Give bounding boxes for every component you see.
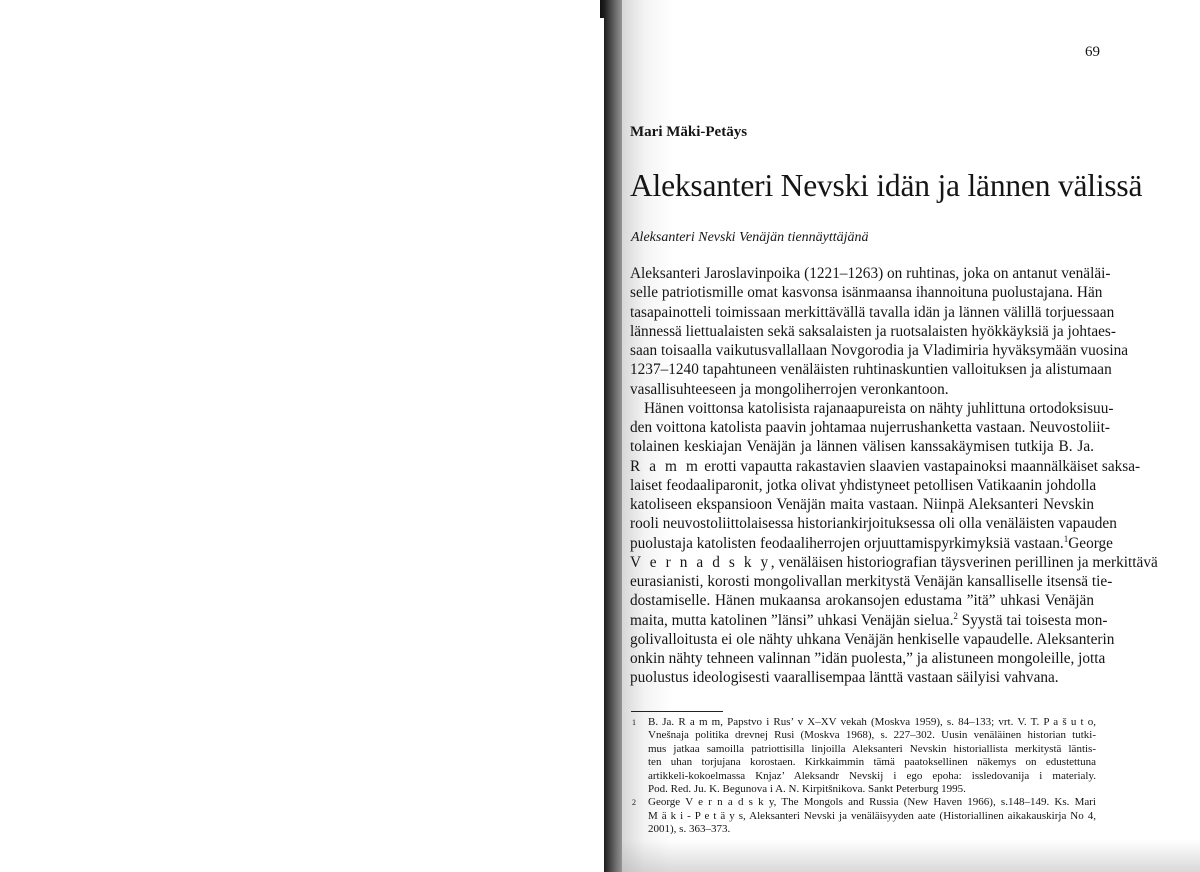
body-line: katoliseen ekspansioon Venäjän maita vastaan. Niinpä Aleksanteri Nevskin [630,496,1094,513]
body-line: saan toisaalla vaikutusvallallaan Novgorodia ja Vladimiria hyväksymään vuosina [630,342,1129,359]
body-line: lännessä liettualaisten sekä saksalaisten ja ruotsalaisten hyökkäyksiä ja johtaes- [630,322,1116,340]
footnote-text: George V e r n a d s k y, The Mongols and Russia (New Haven 1966), s.148–149. Ks. Mari [648,796,1096,809]
body-line: tasapainotteli toimissaan merkittävällä tavalla idän ja lännen välillä torjuessaan [630,303,1115,321]
body-line: selle patriotismille omat kasvonsa isänmaansa ihannoituna puolustajana. Hän [630,284,1103,302]
body-line-fragment: maita, mutta katolinen ”länsi” uhkasi Venäjän sielua. [630,611,954,629]
footnote-mark-2: 2 [632,798,636,808]
bottom-page-shadow [622,840,1200,872]
footnote-1-line: ten uhan torjujana korostaen. Kirkkaimmin tämä paatoksellinen näkemys on edustettuna [648,756,1096,769]
spaced-name-ramm: R a m m [630,457,701,475]
footnote-separator [631,711,723,712]
body-line-fragment: erotti vapautta rakastavien slaavien vastapainoksi maannälkäiset saksa- [704,457,1141,475]
body-line-with-footnote-1 [630,533,1113,553]
spaced-name-vernadsky: V e r n a d s k y [630,553,771,571]
footnote-2-line: M ä k i - P e t ä y s, Aleksanteri Nevski ja venäläisyyden aate (Historiallinen aikakauskirja No 4, [648,809,1096,822]
body-line: Aleksanteri Jaroslavinpoika (1221–1263) on ruhtinas, joka on antanut venäläi- [630,265,1111,282]
footnote-2-line: 2001), s. 363–373. [648,823,731,836]
body-line-vernadsky [630,553,1158,572]
footnote-1-line [632,716,1096,729]
article-title: Aleksanteri Nevski idän ja lännen välissä [630,168,1143,203]
footnote-1-line: mus jatkaa samoilla patriottisilla linjoilla Aleksanteri Nevskin historiallista merkitystä läntis- [648,742,1096,755]
footnote-ref-1: 1 [1063,533,1069,544]
body-line: tolainen keskiajan Venäjän ja lännen välisen kanssakäymisen tutkija B. Ja. [630,438,1094,456]
body-line-fragment: George [1068,534,1113,552]
right-page [622,0,1200,872]
body-line: golivalloitusta ei ole nähty uhkana Venäjän henkiselle vapaudelle. Aleksanterin [630,630,1115,648]
body-line-fragment: , venäläisen historiografian täysverinen perillinen ja merkittävä [770,553,1158,571]
body-line: 1237–1240 tapahtuneen venäläisten ruhtinaskuntien valloituksen ja alistumaan [630,361,1112,379]
footnote-mark-1: 1 [632,718,636,727]
footnote-2-line [632,796,1096,809]
body-line-with-footnote-2 [630,610,1108,630]
footnote-text: B. Ja. R a m m, Papstvo i Rus’ v X–XV vekah (Moskva 1959), s. 84–133; vrt. V. T. P a š u t o, [648,716,1096,728]
footnote-1-line: Vnešnaja politika drevnej Rusi (Moskva 1968), s. 227–302. Uusin venäläinen historian tutki- [648,729,1096,742]
author-name: Mari Mäki-Petäys [630,124,748,140]
body-line: dostamiselle. Hänen mukaansa arokansojen edustama ”itä” uhkasi Venäjän [630,592,1094,610]
body-line: den voittona katolista paavin johtamaa nujerrushanketta vastaan. Neuvostoliit- [630,419,1111,436]
footnote-1-line: artikkeli-kokoelmassa Knjaz’ Aleksandr Nevskij i ego epoha: issledovanija i materialy. [648,769,1096,782]
body-line: rooli neuvostoliittolaisessa historiankirjoituksessa oli olla venäläisten vapauden [630,515,1117,533]
body-line-fragment: Syystä tai toisesta mon- [961,611,1108,629]
body-line: laiset feodaaliparonit, jotka olivat yhdistyneet petollisen Vatikaanin johdolla [630,476,1097,494]
body-line: onkin nähty tehneen valinnan ”idän puolesta,” ja alistuneen mongoleille, jotta [630,650,1106,667]
body-text [630,264,1158,688]
body-line: vasallisuhteeseen ja mongoliherrojen veronkantoon. [630,380,949,398]
footnote-ref-2: 2 [953,610,958,621]
body-line: Hänen voittonsa katolisista rajanaapureista on nähty juhlittuna ortodoksisuu- [644,399,1114,417]
footnotes [632,716,1096,837]
article-subtitle: Aleksanteri Nevski Venäjän tiennäyttäjänä [631,230,869,245]
body-line-fragment: puolustaja katolisten feodaaliherrojen orjuuttamispyrkimyksiä vastaan. [630,534,1064,552]
page-number: 69 [1085,44,1100,60]
body-line: puolustus ideologisesti vaarallisempaa länttä vastaan säilyisi vahvana. [630,669,1059,687]
body-line-ramm [630,457,1141,476]
body-line: eurasianisti, korosti mongolivallan merkitystä Venäjän kansalliselle itsensä tie- [630,573,1113,590]
footnote-1-line: Pod. Red. Ju. K. Begunova i A. N. Kirpitšnikova. Sankt Peterburg 1995. [648,782,966,795]
